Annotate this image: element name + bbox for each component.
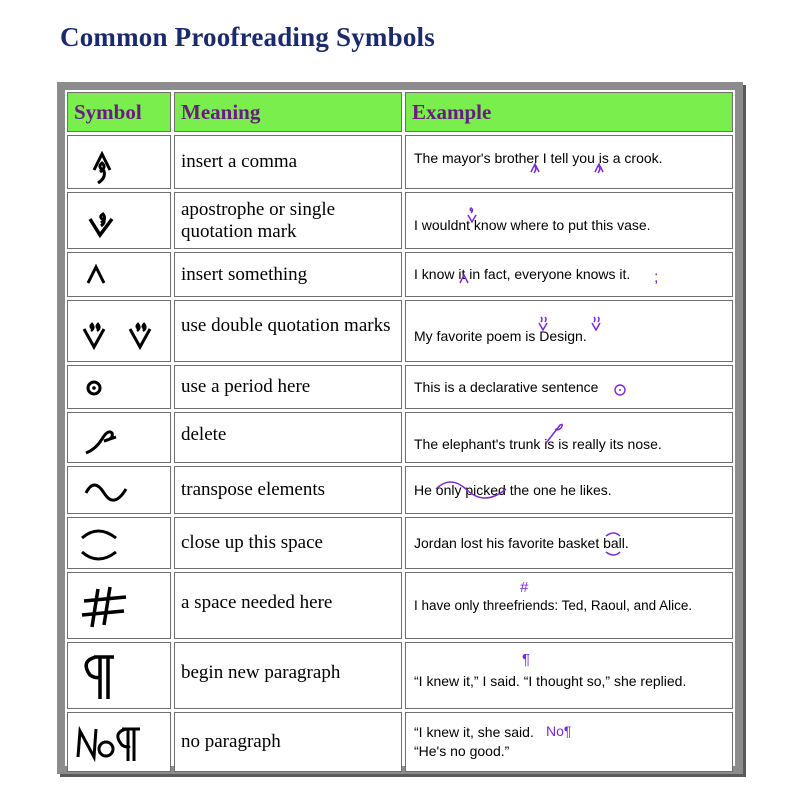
table-row-meaning (174, 135, 402, 189)
table-row-example (405, 712, 733, 772)
table-row-symbol (67, 642, 171, 709)
table-row-symbol (67, 572, 171, 639)
delete-mark-icon (406, 413, 733, 463)
table-row-meaning (174, 192, 402, 249)
table-row-symbol (67, 192, 171, 249)
apostrophe-mark-icon (406, 193, 733, 249)
close-up-mark-icon (406, 518, 733, 569)
table-row-meaning (174, 466, 402, 514)
page-title: Common Proofreading Symbols (60, 22, 435, 52)
example-text: The mayor's brother I tell you is a crook. (414, 149, 663, 166)
double-quote-mark-icon (406, 301, 733, 362)
table-row-meaning (174, 642, 402, 709)
caret-mark-icon (406, 253, 733, 297)
example-text: I wouldnt know where to put this vase. (414, 217, 651, 233)
table-row-meaning (174, 517, 402, 569)
table-row-meaning (174, 252, 402, 297)
meaning-text: no paragraph (181, 731, 281, 752)
table-row-example (405, 135, 733, 189)
table-row-meaning (174, 300, 402, 362)
apostrophe-insert-icon (68, 193, 171, 249)
table-row-example (405, 642, 733, 709)
meaning-text: begin new paragraph (181, 661, 341, 683)
meaning-text: apostrophe or single quotation mark (181, 198, 336, 242)
example-text: I have only threefriends: Ted, Raoul, and Alice. (414, 598, 693, 613)
pilcrow-icon (68, 643, 171, 709)
delete-loop-icon (68, 413, 171, 463)
meaning-text: close up this space (181, 532, 323, 553)
meaning-text: insert a comma (181, 151, 298, 172)
comma-mark-icon (406, 136, 733, 189)
hash-mark: # (520, 579, 529, 596)
table-row-meaning (174, 712, 402, 772)
table-row-symbol (67, 135, 171, 189)
circled-period-icon (68, 366, 171, 409)
header-meaning (174, 92, 402, 132)
transpose-icon (68, 467, 171, 514)
table-row-symbol (67, 300, 171, 362)
table-body (65, 90, 735, 766)
meaning-text: transpose elements (181, 479, 326, 500)
table-row-example (405, 192, 733, 249)
table-row-symbol (67, 517, 171, 569)
table-row-example (405, 572, 733, 639)
table-row-symbol (67, 252, 171, 297)
header-symbol-label: Symbol (74, 99, 142, 124)
semicolon-mark: ; (654, 269, 659, 286)
transpose-mark-icon (406, 467, 733, 514)
meaning-text: insert something (181, 263, 308, 285)
table-row-meaning (174, 365, 402, 409)
table-row-meaning (174, 412, 402, 463)
example-text: “I knew it,” I said. “I thought so,” she replied. (414, 673, 687, 689)
header-example-label: Example (412, 99, 492, 124)
caret-insert-icon (68, 253, 171, 297)
close-up-icon (68, 518, 171, 569)
table-row-symbol (67, 712, 171, 772)
example-text: My favorite poem is Design. (414, 327, 587, 344)
meaning-text: a space needed here (181, 591, 333, 613)
table-row-example (405, 252, 733, 297)
example-text: I know it in fact, everyone knows it. (414, 266, 631, 282)
comma-insert-icon (68, 136, 171, 189)
table-row-symbol (67, 466, 171, 514)
pilcrow-mark: ¶ (522, 651, 531, 668)
table-row-example (405, 517, 733, 569)
table-row-example (405, 412, 733, 463)
symbols-table (57, 82, 743, 774)
table-row-symbol (67, 412, 171, 463)
table-row-example (405, 365, 733, 409)
meaning-text: use a period here (181, 376, 311, 397)
table-row-symbol (67, 365, 171, 409)
table-row-meaning (174, 572, 402, 639)
header-symbol (67, 92, 171, 132)
hash-space-icon (68, 573, 171, 639)
example-text: This is a declarative sentence (414, 378, 599, 395)
meaning-text: use double quotation marks (181, 315, 391, 336)
table-row-example (405, 300, 733, 362)
example-text: He only picked the one he likes. (414, 481, 612, 498)
no-paragraph-mark: No¶ (546, 723, 572, 739)
example-text: “I knew it, she said. “He's no good.” (414, 724, 534, 759)
period-mark-icon (406, 366, 733, 409)
table-row-example (405, 466, 733, 514)
header-meaning-label: Meaning (181, 99, 261, 124)
example-text: The elephant's trunk is is really its nose. (414, 436, 662, 452)
meaning-text: delete (181, 423, 227, 445)
double-quote-insert-icon (68, 301, 171, 362)
no-paragraph-icon (68, 713, 171, 772)
example-text: Jordan lost his favorite basket ball. (414, 534, 629, 551)
header-example (405, 92, 733, 132)
